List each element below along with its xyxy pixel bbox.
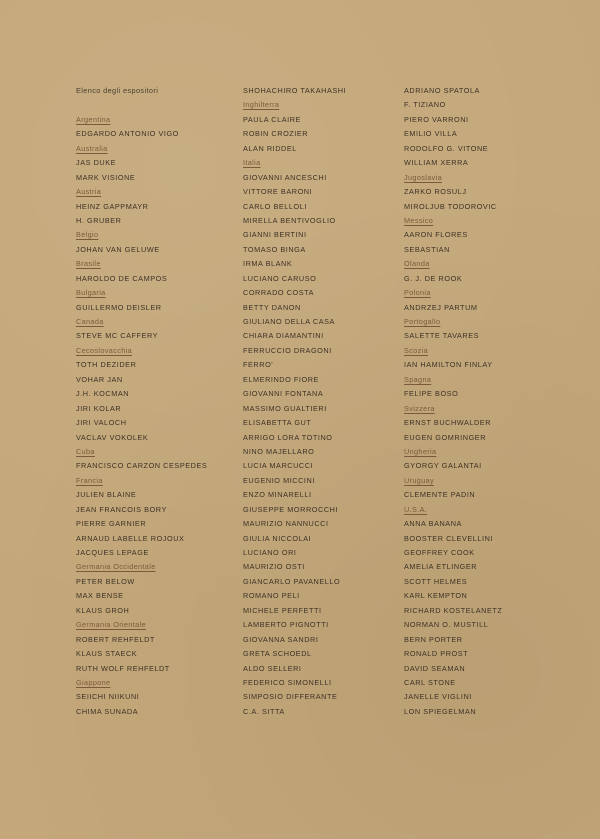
exhibitor-name: RODOLFO G. VITONE [404, 143, 489, 153]
exhibitor-name: SHOHACHIRO TAKAHASHI [243, 86, 347, 95]
exhibitor-name: ENZO MINARELLI [243, 490, 312, 500]
exhibitor-name: F. TIZIANO [404, 100, 446, 110]
spacer [76, 98, 207, 112]
exhibitor-name: GIANNI BERTINI [243, 230, 307, 240]
country-heading: Ungheria [404, 446, 437, 456]
exhibitor-name: ERNST BUCHWALDER [404, 418, 492, 428]
exhibitor-name: CARLO BELLOLI [243, 201, 307, 211]
exhibitor-name: ARNAUD LABELLE ROJOUX [76, 533, 185, 543]
exhibitor-name: EUGEN GOMRINGER [404, 432, 487, 442]
exhibitor-name: LAMBERTO PIGNOTTI [243, 620, 329, 630]
exhibitor-name: MAURIZIO NANNUCCI [243, 519, 329, 529]
exhibitor-name: SIMPOSIO DIFFERANTE [243, 692, 338, 702]
exhibitor-name: ROBERT REHFELDT [76, 634, 155, 644]
exhibitor-name: RUTH WOLF REHFELDT [76, 663, 170, 673]
exhibitor-name: WILLIAM XERRA [404, 158, 469, 168]
exhibitor-name: KLAUS STAECK [76, 649, 138, 659]
exhibitor-name: MARK VISIONE [76, 172, 136, 182]
exhibitor-name: RONALD PROST [404, 649, 469, 659]
exhibitor-name: SEBASTIAN [404, 244, 450, 254]
country-heading: Uruguay [404, 475, 435, 485]
exhibitor-name: STEVE MC CAFFERY [76, 331, 159, 341]
country-heading: Francia [76, 475, 103, 485]
exhibitor-name: HAROLDO DE CAMPOS [76, 273, 168, 283]
exhibitor-name: AARON FLORES [404, 230, 468, 240]
exhibitor-name: MIRELLA BENTIVOGLIO [243, 215, 336, 225]
exhibitor-name: DAVID SEAMAN [404, 663, 466, 673]
exhibitor-name: NINO MAJELLARO [243, 446, 315, 456]
exhibitor-name: IAN HAMILTON FINLAY [404, 360, 493, 370]
exhibitor-name: GRETA SCHOEDL [243, 649, 312, 659]
country-heading: Australia [76, 143, 108, 153]
column-3 [404, 84, 502, 719]
exhibitor-name: ALAN RIDDEL [243, 143, 297, 153]
exhibitor-name: MICHELE PERFETTI [243, 605, 322, 615]
exhibitor-name: FERRUCCIO DRAGONI [243, 345, 332, 355]
exhibitor-name: J.H. KOCMAN [76, 389, 130, 399]
exhibitor-name: VOHAR JAN [76, 374, 123, 384]
exhibitor-name: VITTORE BARONI [243, 187, 313, 197]
exhibitor-name: FRANCISCO CARZON CESPEDES [76, 461, 208, 471]
exhibitor-name: MAURIZIO OSTI [243, 562, 305, 572]
exhibitor-name: SCOTT HELMES [404, 576, 468, 586]
exhibitor-name: EUGENIO MICCINI [243, 475, 315, 485]
country-heading: Messico [404, 215, 434, 225]
country-heading: Portogallo [404, 317, 441, 326]
exhibitor-name: GIULIANO DELLA CASA [243, 317, 335, 326]
exhibitor-name: C.A. SITTA [243, 706, 285, 716]
exhibitor-name: ANDRZEJ PARTUM [404, 302, 478, 312]
exhibitor-name: IRMA BLANK [243, 259, 293, 269]
exhibitor-name: RICHARD KOSTELANETZ [404, 605, 503, 615]
exhibitor-name: ROMANO PELI [243, 591, 300, 601]
exhibitor-name: VACLAV VOKOLEK [76, 432, 149, 442]
country-heading: U.S.A. [404, 504, 428, 514]
exhibitor-name: ALDO SELLERI [243, 663, 302, 673]
exhibitor-name: BETTY DANON [243, 302, 301, 312]
exhibitor-name: EMILIO VILLA [404, 129, 458, 139]
exhibitor-name: H. GRUBER [76, 215, 122, 225]
exhibitor-name: FELIPE BOSO [404, 389, 459, 399]
exhibitor-name: PETER BELOW [76, 576, 135, 586]
exhibitor-name: TOTH DEZIDER [76, 360, 137, 370]
column-1 [76, 84, 207, 719]
exhibitor-name: AMELIA ETLINGER [404, 562, 478, 572]
country-heading: Germania Occidentale [76, 562, 156, 572]
country-heading: Germania Orientale [76, 620, 146, 630]
exhibitor-name: TOMASO BINGA [243, 244, 306, 254]
exhibitor-name: JIRI KOLAR [76, 403, 122, 413]
exhibitor-name: KLAUS GROH [76, 605, 130, 615]
country-heading: Belgio [76, 230, 99, 240]
exhibitor-name: LUCIANO CARUSO [243, 273, 317, 283]
column-2 [243, 84, 346, 719]
exhibitor-name: PAULA CLAIRE [243, 114, 301, 124]
exhibitor-name: G. J. DE ROOK [404, 273, 463, 283]
exhibitor-name: GIANCARLO PAVANELLO [243, 576, 341, 586]
country-heading: Spagna [404, 374, 432, 384]
country-heading: Cuba [76, 446, 95, 456]
country-heading: Brasile [76, 259, 101, 269]
exhibitor-name: PIERO VARRONI [404, 114, 469, 124]
exhibitor-name: JULIEN BLAINE [76, 490, 137, 500]
exhibitor-name: LUCIANO ORI [243, 548, 297, 557]
exhibitor-name: GEOFFREY COOK [404, 548, 475, 557]
exhibitor-name: HEINZ GAPPMAYR [76, 201, 149, 211]
country-heading: Argentina [76, 114, 111, 124]
country-heading: Cecoslovacchia [76, 345, 133, 355]
exhibitor-name: ELISABETTA GUT [243, 418, 312, 428]
country-heading: Olanda [404, 259, 430, 269]
country-heading: Italia [243, 158, 261, 168]
exhibitor-name: FEDERICO SIMONELLI [243, 677, 332, 687]
exhibitor-name: MASSIMO GUALTIERI [243, 403, 327, 413]
country-heading: Bulgaria [76, 288, 106, 298]
exhibitor-name: ANNA BANANA [404, 519, 462, 529]
exhibitor-name: ADRIANO SPATOLA [404, 86, 480, 95]
country-heading: Jugoslavia [404, 172, 442, 182]
exhibitor-name: GIOVANNA SANDRI [243, 634, 319, 644]
exhibitor-name: GIUSEPPE MORROCCHI [243, 504, 339, 514]
exhibitor-name: FERRO' [243, 360, 274, 370]
exhibitor-name: GIOVANNI FONTANA [243, 389, 324, 399]
exhibitor-name: SALETTE TAVARES [404, 331, 480, 341]
country-heading: Canada [76, 317, 104, 326]
exhibitor-name: ROBIN CROZIER [243, 129, 309, 139]
exhibitor-name: CHIARA DIAMANTINI [243, 331, 324, 341]
exhibitor-name: GIOVANNI ANCESCHI [243, 172, 327, 182]
exhibitor-name: CARL STONE [404, 677, 456, 687]
exhibitor-name: EDGARDO ANTONIO VIGO [76, 129, 179, 139]
exhibitor-name: ARRIGO LORA TOTINO [243, 432, 333, 442]
exhibitor-name: JACQUES LEPAGE [76, 548, 149, 557]
exhibitor-name: CLEMENTE PADIN [404, 490, 476, 500]
country-heading: Inghilterra [243, 100, 280, 110]
country-heading: Polonia [404, 288, 431, 298]
country-heading: Giappone [76, 677, 111, 687]
exhibitor-name: JIRI VALOCH [76, 418, 127, 428]
exhibitor-name: JEAN FRANCOIS BORY [76, 504, 167, 514]
exhibitor-name: KARL KEMPTON [404, 591, 468, 601]
exhibitor-name: LUCIA MARCUCCI [243, 461, 314, 471]
exhibitor-name: NORMAN O. MUSTILL [404, 620, 489, 630]
exhibitor-name: ZARKO ROSULJ [404, 187, 467, 197]
exhibitor-name: ELMERINDO FIORE [243, 374, 319, 384]
list-title: Elenco degli espositori [76, 86, 159, 95]
exhibitor-name: JOHAN VAN GELUWE [76, 244, 160, 254]
exhibitor-name: CHIMA SUNADA [76, 706, 139, 716]
exhibitor-name: LON SPIEGELMAN [404, 706, 477, 716]
exhibitor-name: MAX BENSE [76, 591, 124, 601]
exhibitor-name: MIROLJUB TODOROVIC [404, 201, 497, 211]
exhibitor-name: GIULIA NICCOLAI [243, 533, 312, 543]
exhibitor-name: JANELLE VIGLINI [404, 692, 472, 702]
country-heading: Svizzera [404, 403, 435, 413]
exhibitor-name: SEIICHI NIIKUNI [76, 692, 140, 702]
exhibitor-name: BERN PORTER [404, 634, 463, 644]
exhibitor-name: CORRADO COSTA [243, 288, 315, 298]
country-heading: Austria [76, 187, 102, 197]
exhibitor-name: PIERRE GARNIER [76, 519, 147, 529]
country-heading: Scozia [404, 345, 429, 355]
exhibitor-name: GYORGY GALANTAI [404, 461, 482, 471]
exhibitor-name: GUILLERMO DEISLER [76, 302, 162, 312]
exhibitor-name: JAS DUKE [76, 158, 117, 168]
exhibitor-name: BOOSTER CLEVELLINI [404, 533, 493, 543]
